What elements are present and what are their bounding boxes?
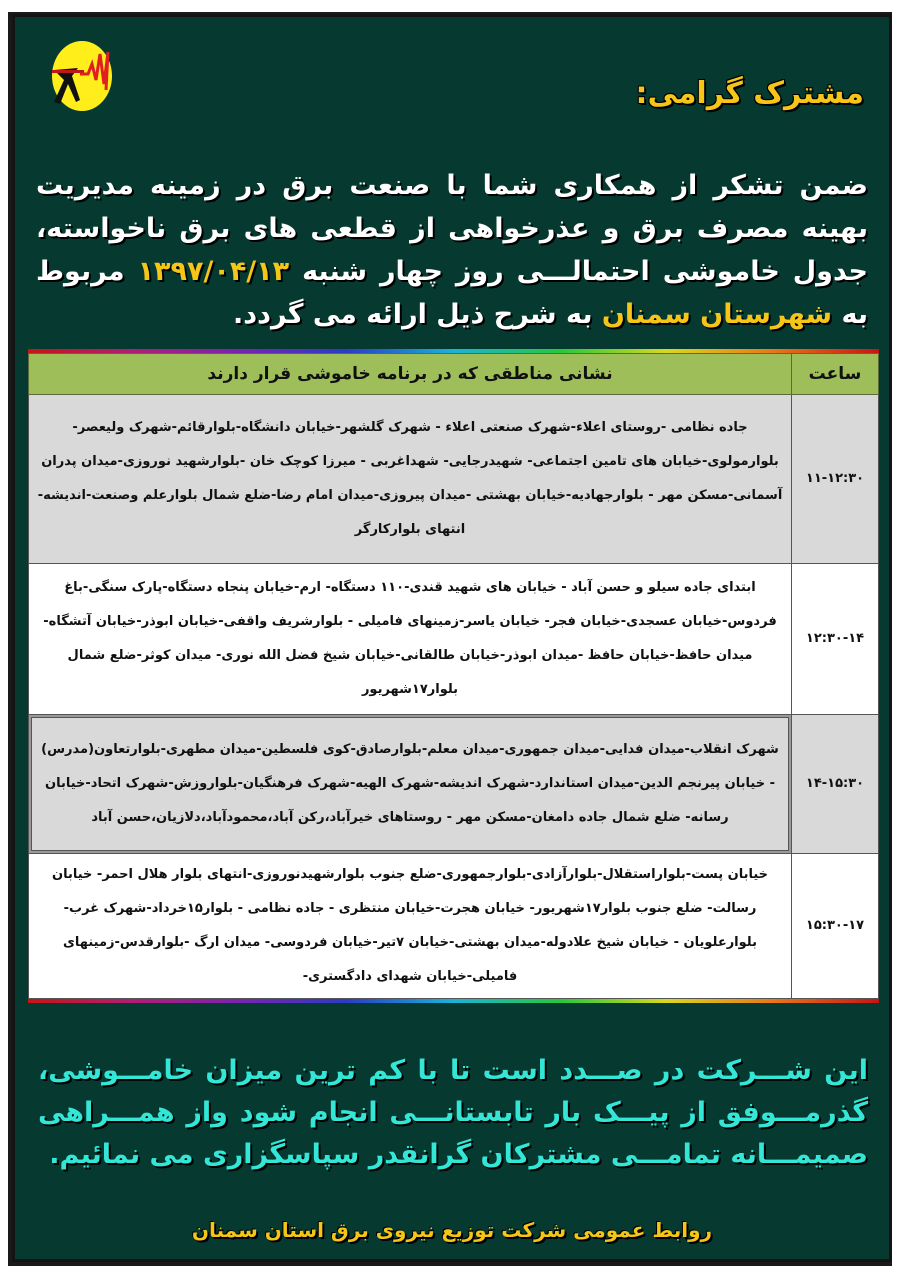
- address-cell: جاده نظامی -روستای اعلاء-شهرک صنعتی اعلاء - شهرک گلشهر-خیابان دانشگاه-بلوارقائم-شهرک ولیعصر-بلوارمولوی-خیابان های تامین اجتماعی- شهیدرجایی- شهداغربی - میرزا کوچک خان -بلوارشهید نوروزی-میدان پدران آسمانی-مسکن مهر - بلوارجهادیه-خیابان بهشتی -میدان پیروزی-میدان امام رضا-ضلع شمال بلوارعلم وصنعت-اندیشه-انتهای بلوارکارگر: [29, 395, 792, 564]
- time-cell: ۱۵:۳۰-۱۷: [792, 854, 879, 999]
- address-cell: خیابان پست-بلواراستقلال-بلوارآزادی-بلوارجمهوری-ضلع جنوب بلوارشهیدنوروزی-انتهای بلوار هلال احمر- خیابان رسالت- ضلع جنوب بلوار۱۷شهریور- خیابان هجرت-خیابان منتظری - جاده نظامی - بلوار۱۵خرداد-شهرک غرب-بلوارعلویان - خیابان شیخ علادوله-میدان بهشتی-خیابان ۷تیر-خیابان فردوسی- میدان ارگ -بلوارقدس-زمینهای فامیلی-خیابان شهدای دادگستری-: [29, 854, 792, 999]
- address-cell: ابتدای جاده سیلو و حسن آباد - خیابان های شهید قندی-۱۱۰ دستگاه- ارم-خیابان پنجاه دستگاه-پارک سنگی-باغ فردوس-خیابان عسجدی-خیابان فجر- خیابان یاسر-زمینهای فامیلی - بلوارشریف واقفی-خیابان ابوذر-خیابان آتشگاه-میدان حافظ-خیابان حافظ -میدان ابوذر-خیابان طالقانی-خیابان شیخ فضل الله نوری- میدان کوثر-ضلع شمال بلوار۱۷شهریور: [29, 564, 792, 715]
- intro-paragraph: [36, 164, 868, 336]
- time-cell: ۱۲:۳۰-۱۴: [792, 564, 879, 715]
- outage-schedule-table: [28, 349, 879, 1003]
- city-name: شهرستان سمنان: [601, 299, 833, 330]
- footer-signature: روابط عمومی شرکت توزیع نیروی برق استان سمنان: [191, 1218, 713, 1242]
- time-cell: ۱۱-۱۲:۳۰: [792, 395, 879, 564]
- address-column-header: نشانی مناطقی که در برنامه خاموشی قرار دارند: [29, 354, 792, 395]
- table-row: [29, 854, 879, 999]
- outage-date: ۱۳۹۷/۰۴/۱۳: [137, 256, 290, 287]
- intro-text-middle: مربوط به: [36, 256, 868, 330]
- rainbow-divider-bottom: [28, 999, 879, 1003]
- time-cell: ۱۴-۱۵:۳۰: [792, 715, 879, 854]
- table-row: [29, 564, 879, 715]
- power-distribution-logo-icon: [44, 40, 116, 112]
- closing-paragraph: این شـــرکت در صـــدد است تا با کم ترین میزان خامـــوشی، گذرمـــوفق از پیـــک بار تابستانـــی انجام شود واز همـــراهی صمیمـــانه تمامـــی مشترکان گرانقدر سپاسگزاری می نمائیم.: [38, 1055, 868, 1170]
- intro-text: ضمن تشکر از همکاری شما با صنعت برق در زمینه مدیریت بهینه مصرف برق و عذرخواهی از قطعی های برق ناخواسته، جدول خاموشی احتمالـــی روز چهار شنبه: [36, 170, 868, 287]
- intro-text-after: به شرح ذیل ارائه می گردد.: [233, 299, 593, 330]
- time-column-header: ساعت: [792, 354, 879, 395]
- table-row: [29, 395, 879, 564]
- greeting-heading: مشترک گرامی:: [635, 76, 864, 111]
- table-row: [29, 715, 879, 854]
- address-cell: شهرک انقلاب-میدان فدایی-میدان جمهوری-میدان معلم-بلوارصادق-کوی فلسطین-میدان مطهری-بلوارتعاون(مدرس) - خیابان پیرنجم الدین-میدان استاندارد-شهرک اندیشه-شهرک الهیه-شهرک فرهنگیان-بلواروزش-شهرک اتحاد-خیابان رسانه- ضلع شمال جاده دامغان-مسکن مهر - روستاهای خیرآباد،رکن آباد،محمودآباد،دلازیان،حسن آباد: [29, 715, 792, 854]
- table-header-row: [29, 354, 879, 395]
